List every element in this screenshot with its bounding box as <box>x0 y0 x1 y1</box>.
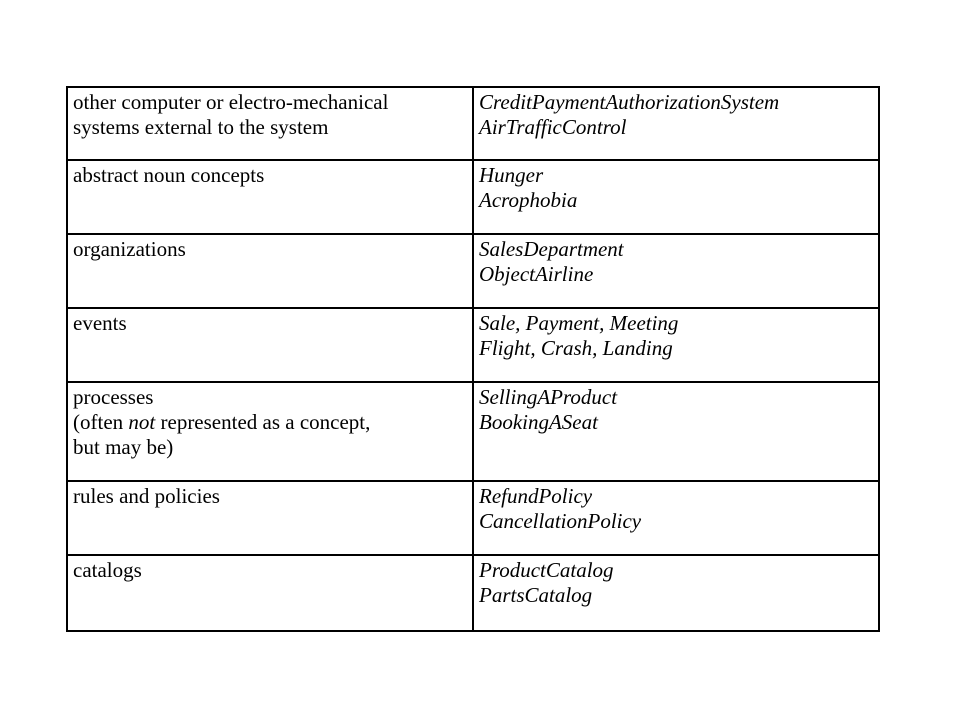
concept-category-table <box>66 86 880 632</box>
category-cell <box>67 382 473 481</box>
example-text: RefundPolicy <box>479 484 593 508</box>
category-cell <box>67 160 473 234</box>
examples-cell <box>473 308 879 382</box>
table-row <box>67 481 879 555</box>
category-emphasis: not <box>128 410 156 434</box>
examples-cell <box>473 160 879 234</box>
category-cell <box>67 234 473 308</box>
examples-cell <box>473 234 879 308</box>
example-text: CancellationPolicy <box>479 509 642 533</box>
category-cell <box>67 481 473 555</box>
examples-cell <box>473 87 879 160</box>
example-text: SellingAProduct <box>479 385 618 409</box>
table-row <box>67 382 879 481</box>
table-row <box>67 308 879 382</box>
table-row <box>67 160 879 234</box>
category-text: organizations <box>73 237 186 261</box>
category-text: abstract noun concepts <box>73 163 265 187</box>
category-cell <box>67 308 473 382</box>
table-row <box>67 234 879 308</box>
example-text: SalesDepartment <box>479 237 624 261</box>
example-text: AirTrafficControl <box>479 115 627 139</box>
example-text: ObjectAirline <box>479 262 594 286</box>
category-text: but may be) <box>73 435 174 459</box>
table-row <box>67 555 879 631</box>
category-text: systems external to the system <box>73 115 329 139</box>
category-text: processes <box>73 385 154 409</box>
table-row <box>67 87 879 160</box>
category-text <box>73 410 468 435</box>
example-text: Hunger <box>479 163 544 187</box>
examples-cell <box>473 481 879 555</box>
example-text: ProductCatalog <box>479 558 614 582</box>
example-text: BookingASeat <box>479 410 598 434</box>
category-text: rules and policies <box>73 484 220 508</box>
examples-cell <box>473 555 879 631</box>
example-text: Sale, Payment, Meeting <box>479 311 679 335</box>
example-text: PartsCatalog <box>479 583 593 607</box>
category-cell <box>67 87 473 160</box>
example-text: CreditPaymentAuthorizationSystem <box>479 90 780 114</box>
category-text: events <box>73 311 127 335</box>
category-text: other computer or electro-mechanical <box>73 90 389 114</box>
category-text-part: (often <box>73 410 129 434</box>
category-text-part: represented as a concept, <box>155 410 371 434</box>
example-text: Flight, Crash, Landing <box>479 336 673 360</box>
examples-cell <box>473 382 879 481</box>
example-text: Acrophobia <box>479 188 578 212</box>
category-text: catalogs <box>73 558 142 582</box>
category-cell <box>67 555 473 631</box>
